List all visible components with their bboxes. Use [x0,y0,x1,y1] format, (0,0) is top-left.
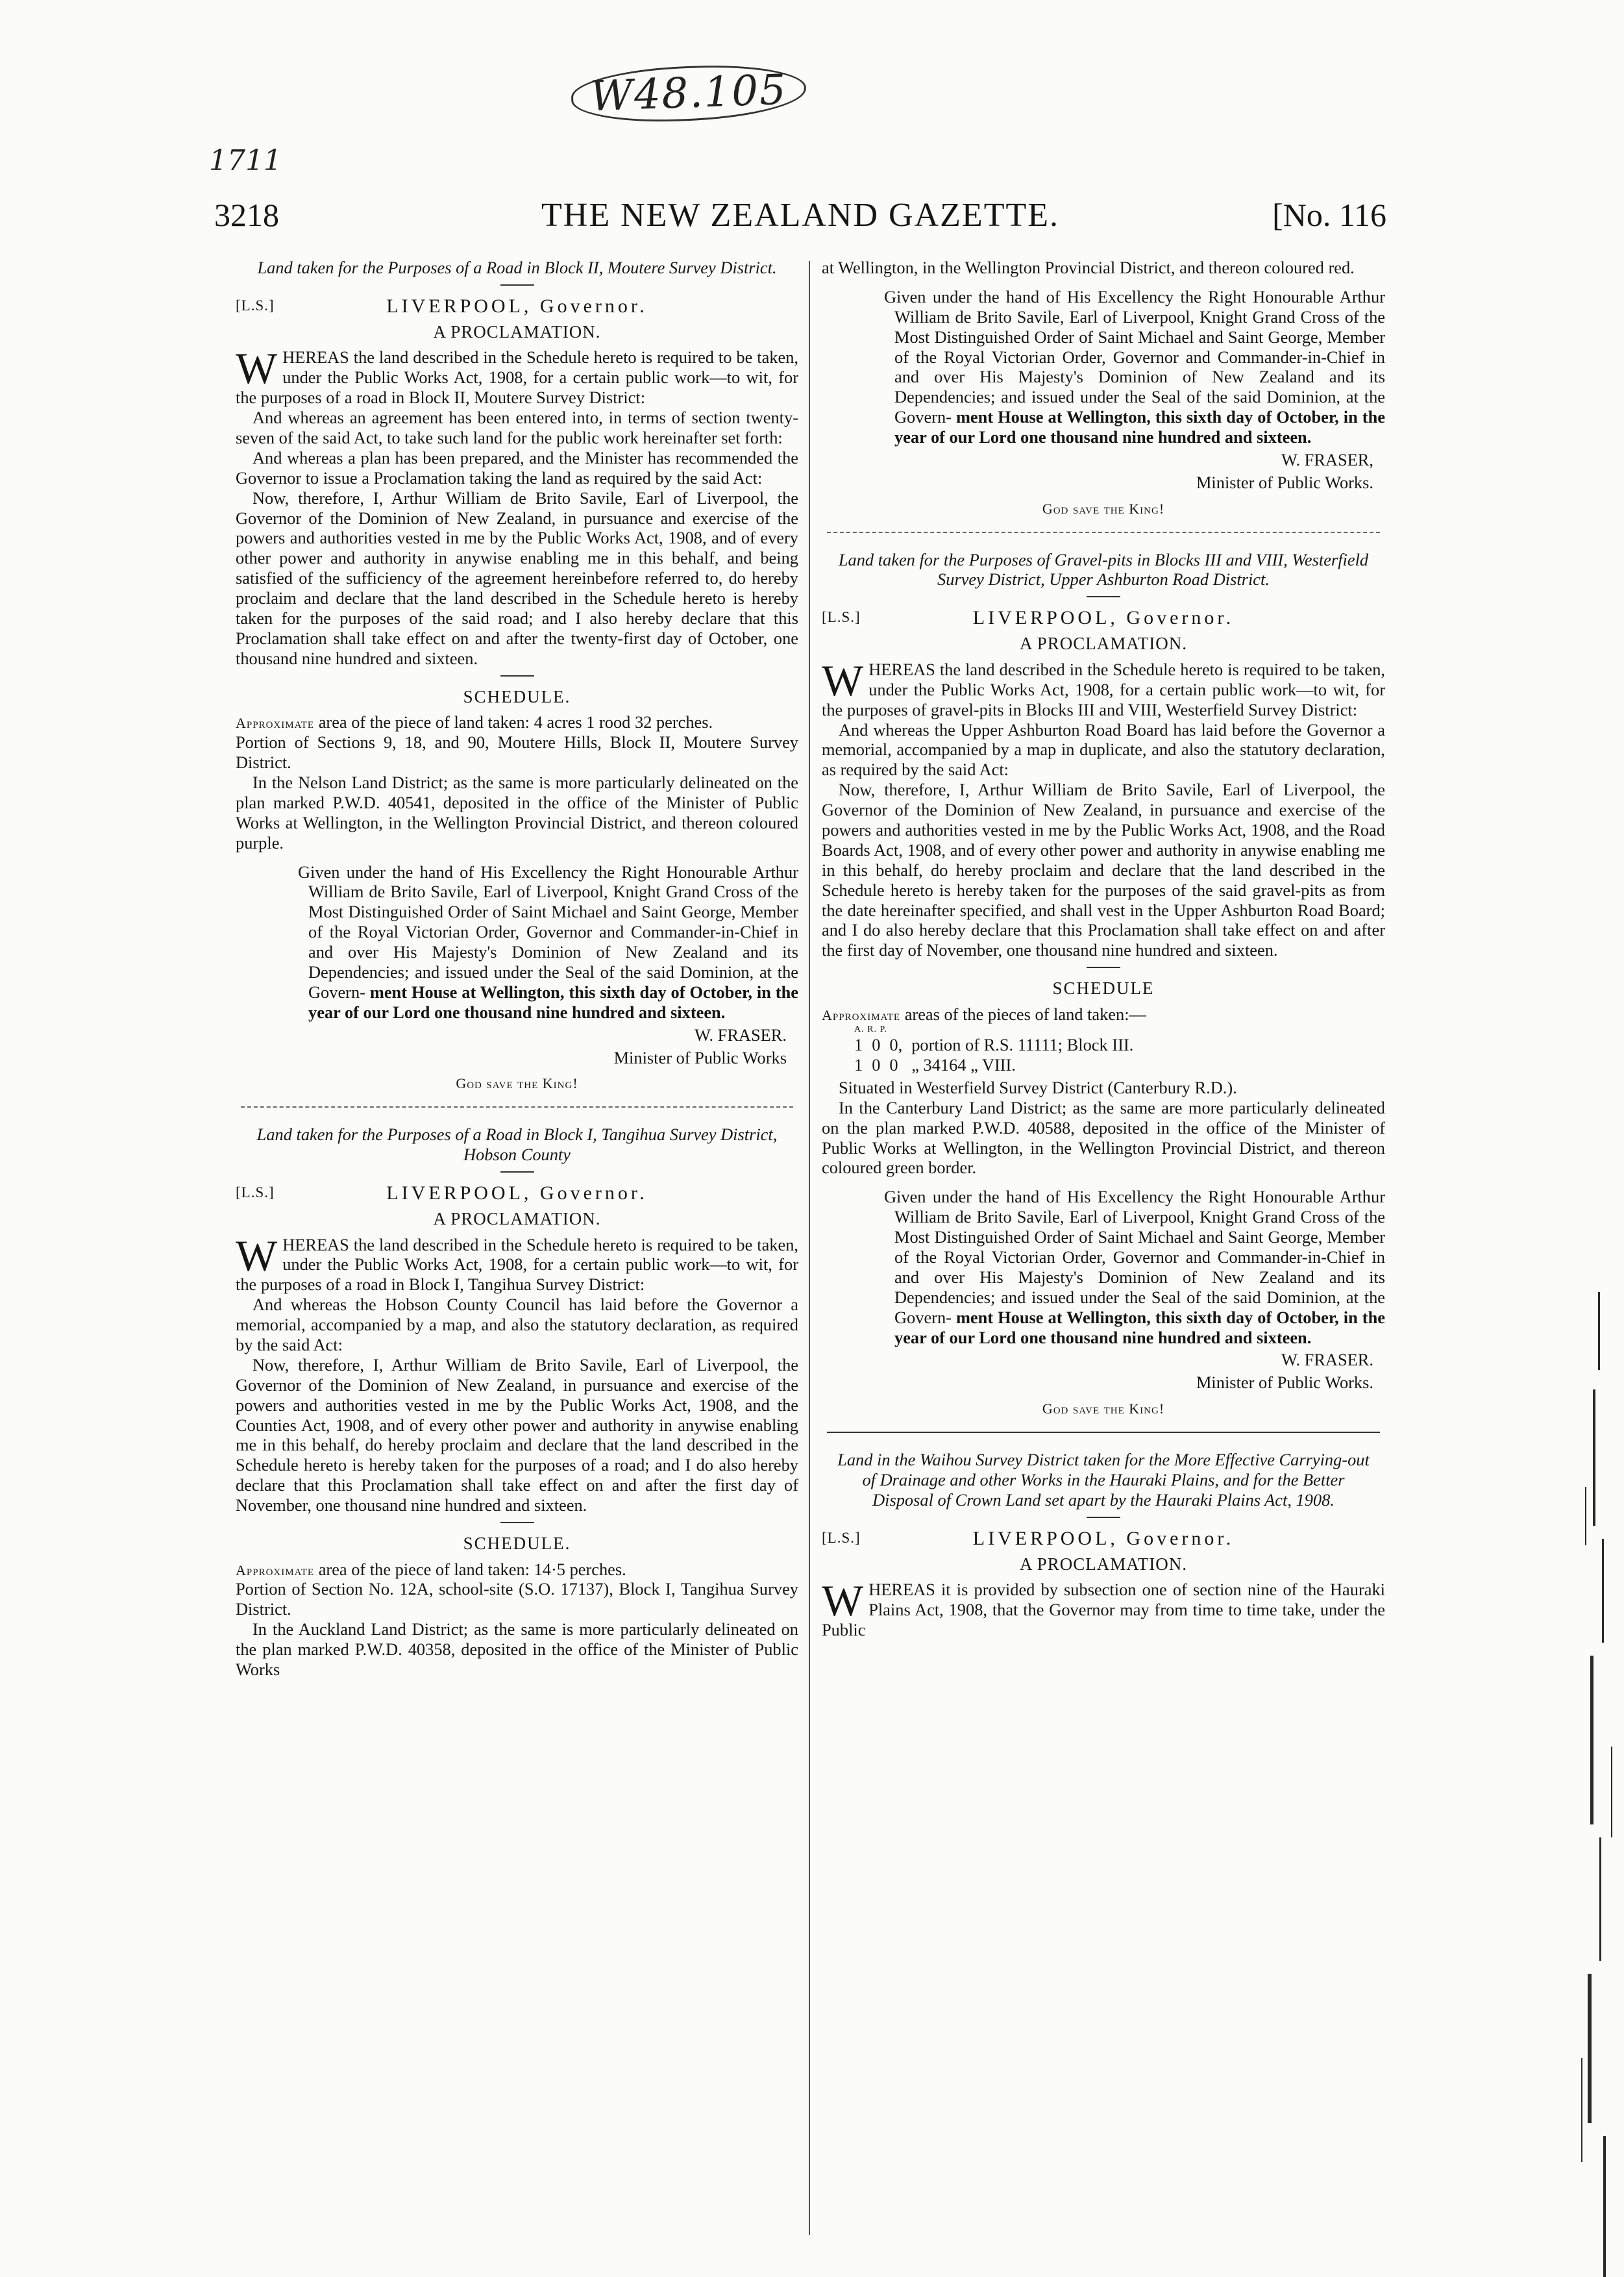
schedule-district: In the Nelson Land District; as the same is more particularly delineated on the plan marked P.W.D. 40541, deposited in the office of the Minister of Public Works at Wellington, in the Wellington Provincial District, and thereon coloured purple. [236,772,798,852]
seal-governor-line [236,295,798,321]
scan-edge-noise [1573,1292,1624,2277]
schedule-area: Approximate areas of the pieces of land taken:— [822,1004,1146,1024]
notice-separator [827,532,1380,533]
gazette-header [214,193,1386,239]
schedule-area: Approximate area of the piece of land taken: 4 acres 1 rood 32 perches. [236,712,713,732]
proclamation-paragraph: Now, therefore, I, Arthur William de Brito Savile, Earl of Liverpool, the Governor of the Dominion of New Zealand, in pursuance and exercise of the powers and authorities vested in me by the Public Works Act, 1908, and of every other power and authority in anywise enabling me in this behalf, and being satisfied of the sufficiency of the agreement hereinbefore referred to, do hereby proclaim and declare that the land described in the Schedule hereto is hereby taken for the purposes of the said road; and I also hereby declare that this Proclamation shall take effect on and after the twenty-first day of October, one thousand nine hundred and sixteen. [236,488,798,668]
proclamation-paragraph: Now, therefore, I, Arthur William de Brito Savile, Earl of Liverpool, the Governor of the Dominion of New Zealand, in pursuance and exercise of the powers and authorities vested in me by the Public Works Act, 1908, and the Counties Act, 1908, and of every other power and authority in anywise enabling me in this behalf, do hereby proclaim and declare that the land described in the Schedule hereto is hereby taken for the purposes of a road; and I do also hereby declare that this Proclamation shall take effect on and after the first day of November, one thousand nine hundred and sixteen. [236,1354,798,1515]
title-rule [1087,596,1120,597]
column-divider [809,261,810,2235]
right-column [822,258,1385,1640]
signatory-name: W. FRASER. [1281,1350,1373,1370]
proclamation-heading: A PROCLAMATION. [433,321,601,342]
arp-column-labels: A. R. P. [854,1024,888,1034]
drop-cap: W [236,343,278,393]
signatory-name: W. FRASER. [694,1025,787,1045]
title-rule [500,1171,534,1173]
given-under-hand: Given under the hand of His Excellency the Right Honourable Arthur William de Brito Savile, Earl of Liverpool, Knight Grand Cross of the Most Distinguished Order of Saint Michael and Saint George, Member of the Royal Victorian Order, Governor and Commander-in-Chief in and over His Majesty's Dominion of New Zealand and its Dependencies; and issued under the Seal of the said Dominion, at the Govern- ment House at Wellington, this sixth day of October, in the year of our Lord one thousand nine hundred and sixteen. [884,286,1385,447]
title-rule [500,284,534,286]
issue-number: [No. 116 [1272,197,1386,233]
seal-mark: [L.S.] [822,1529,861,1546]
handwritten-reference: W48.105 [571,62,807,125]
seal-governor-line [236,1182,798,1208]
governor-name: LIVERPOOL, Governor. [386,1182,648,1204]
schedule-heading: SCHEDULE [1052,978,1155,999]
handwritten-margin-number: 1711 [209,144,282,177]
whereas-paragraph: WHEREAS the land described in the Schedule hereto is required to be taken, under the Public Works Act, 1908, for a certain public work—to wit, for the purposes of a road in Block I, Tangihua Survey District: [236,1230,798,1295]
signatory-title: Minister of Public Works. [1196,1373,1373,1393]
whereas-paragraph: WHEREAS it is provided by subsection one of section nine of the Hauraki Plains Act, 1908, that the Governor may from time to time take, under the Public [822,1576,1385,1639]
god-save-the-king: God save the King! [1042,1400,1165,1417]
god-save-the-king: God save the King! [456,1075,578,1092]
memorial-paragraph: And whereas the Hobson County Council has laid before the Governor a memorial, accompanied by a map, and also the statutory declaration, as required by the said Act: [236,1295,798,1354]
seal-mark: [L.S.] [822,609,861,626]
whereas-paragraph: WHEREAS the land described in the Schedule hereto is required to be taken, under the Public Works Act, 1908, for a certain public work—to wit, for the purposes of gravel-pits in Blocks III and VIII, Westerfield Survey District: [822,655,1385,719]
notice-title: Land taken for the Purposes of Gravel-pits in Blocks III and VIII, Westerfield Survey District, Upper Ashburton Road District. [838,549,1369,590]
drop-cap: W [822,655,864,705]
schedule-district: In the Canterbury Land District; as the same are more particularly delineated on the plan marked P.W.D. 40588, deposited in the office of the Minister of Public Works at Wellington, in the Wellington Provincial District, and thereon coloured green border. [822,1097,1385,1178]
continued-text: at Wellington, in the Wellington Provincial District, and thereon coloured red. [822,258,1355,277]
drop-cap: W [822,1576,864,1626]
agreement-paragraph: And whereas an agreement has been entered into, in terms of section twenty-seven of the said Act, to take such land for the public work hereinafter set forth: [236,408,798,448]
given-under-hand: Given under the hand of His Excellency the Right Honourable Arthur William de Brito Savile, Earl of Liverpool, Knight Grand Cross of the Most Distinguished Order of Saint Michael and Saint George, Member of the Royal Victorian Order, Governor and Commander-in-Chief in and over His Majesty's Dominion of New Zealand and its Dependencies; and issued under the Seal of the said Dominion, at the Govern- ment House at Wellington, this sixth day of October, in the year of our Lord one thousand nine hundred and sixteen. [884,1187,1385,1347]
section-rule [500,675,534,677]
seal-governor-line [822,1527,1385,1553]
signatory-title: Minister of Public Works. [1196,472,1373,492]
proclamation-heading: A PROCLAMATION. [1019,1554,1188,1574]
title-rule [1087,1517,1120,1518]
gazette-title: THE NEW ZEALAND GAZETTE. [541,197,1059,234]
seal-mark: [L.S.] [236,1184,275,1201]
governor-name: LIVERPOOL, Governor. [972,1527,1235,1549]
left-column [236,258,798,1680]
schedule-heading: SCHEDULE. [463,1534,571,1553]
god-save-the-king: God save the King! [1042,500,1165,517]
schedule-portion: Portion of Section No. 12A, school-site (S.O. 17137), Block I, Tangihua Survey District. [236,1579,798,1619]
schedule-situated: Situated in Westerfield Survey District (Canterbury R.D.). [839,1077,1237,1097]
signatory-title: Minister of Public Works [613,1047,787,1067]
notice-separator [241,1106,793,1108]
seal-governor-line [822,606,1385,632]
notice-separator [827,1432,1380,1433]
page-number: 3218 [214,197,279,233]
proclamation-heading: A PROCLAMATION. [1019,634,1188,654]
governor-name: LIVERPOOL, Governor. [972,607,1235,629]
section-rule [500,1522,534,1523]
notice-title: Land in the Waihou Survey District taken for the More Effective Carrying-out of Drainage and other Works in the Hauraki Plains, and for the Better Disposal of Crown Land set apart by the Hauraki Plains Act, 1908. [837,1449,1370,1510]
given-under-hand: Given under the hand of His Excellency the Right Honourable Arthur William de Brito Savile, Earl of Liverpool, Knight Grand Cross of the Most Distinguished Order of Saint Michael and Saint George, Member of the Royal Victorian Order, Governor and Commander-in-Chief in and over His Majesty's Dominion of New Zealand and its Dependencies; and issued under the Seal of the said Dominion, at the Govern- ment House at Wellington, this sixth day of October, in the year of our Lord one thousand nine hundred and sixteen. [298,862,798,1022]
whereas-paragraph: WHEREAS the land described in the Schedule hereto is required to be taken, under the Public Works Act, 1908, for a certain public work—to wit, for the purposes of a road in Block II, Moutere Survey District: [236,343,798,408]
seal-mark: [L.S.] [236,297,275,314]
schedule-area: Approximate area of the piece of land taken: 14·5 perches. [236,1559,626,1579]
signatory-name: W. FRASER, [1281,450,1373,470]
schedule-district: In the Auckland Land District; as the same is more particularly delineated on the plan marked P.W.D. 40358, deposited in the office of the Minister of Public Works [236,1619,798,1680]
proclamation-heading: A PROCLAMATION. [433,1208,601,1228]
table-row: 1 0 0 „ 34164 „ VIII. [854,1054,1016,1075]
table-row: 1 0 0, portion of R.S. 11111; Block III. [854,1035,1134,1055]
governor-name: LIVERPOOL, Governor. [386,295,648,317]
section-rule [1087,967,1120,968]
memorial-paragraph: And whereas the Upper Ashburton Road Board has laid before the Governor a memorial, accompanied by a map in duplicate, and also the statutory declaration, as required by the said Act: [822,719,1385,780]
schedule-portion: Portion of Sections 9, 18, and 90, Moutere Hills, Block II, Moutere Survey District. [236,732,798,773]
notice-title: Land taken for the Purposes of a Road in Block II, Moutere Survey District. [257,258,777,277]
parcels-table [854,1035,1142,1075]
schedule-heading: SCHEDULE. [463,686,571,706]
drop-cap: W [236,1230,278,1280]
plan-paragraph: And whereas a plan has been prepared, and the Minister has recommended the Governor to issue a Proclamation taking the land as required by the said Act: [236,447,798,488]
notice-title: Land taken for the Purposes of a Road in Block I, Tangihua Survey District, Hobson County [256,1125,778,1165]
proclamation-paragraph: Now, therefore, I, Arthur William de Brito Savile, Earl of Liverpool, the Governor of the Dominion of New Zealand, in pursuance and exercise of the powers and authorities vested in me by the Public Works Act, 1908, and the Road Boards Act, 1908, and of every other power and authority in anywise enabling me in this behalf, do hereby proclaim and declare that the land described in the Schedule hereto is hereby taken for the purposes of the said gravel-pits as from the date hereinafter specified, and shall vest in the Upper Ashburton Road Board; and I do also hereby declare that this Proclamation shall take effect on and after the first day of November, one thousand nine hundred and sixteen. [822,780,1385,960]
